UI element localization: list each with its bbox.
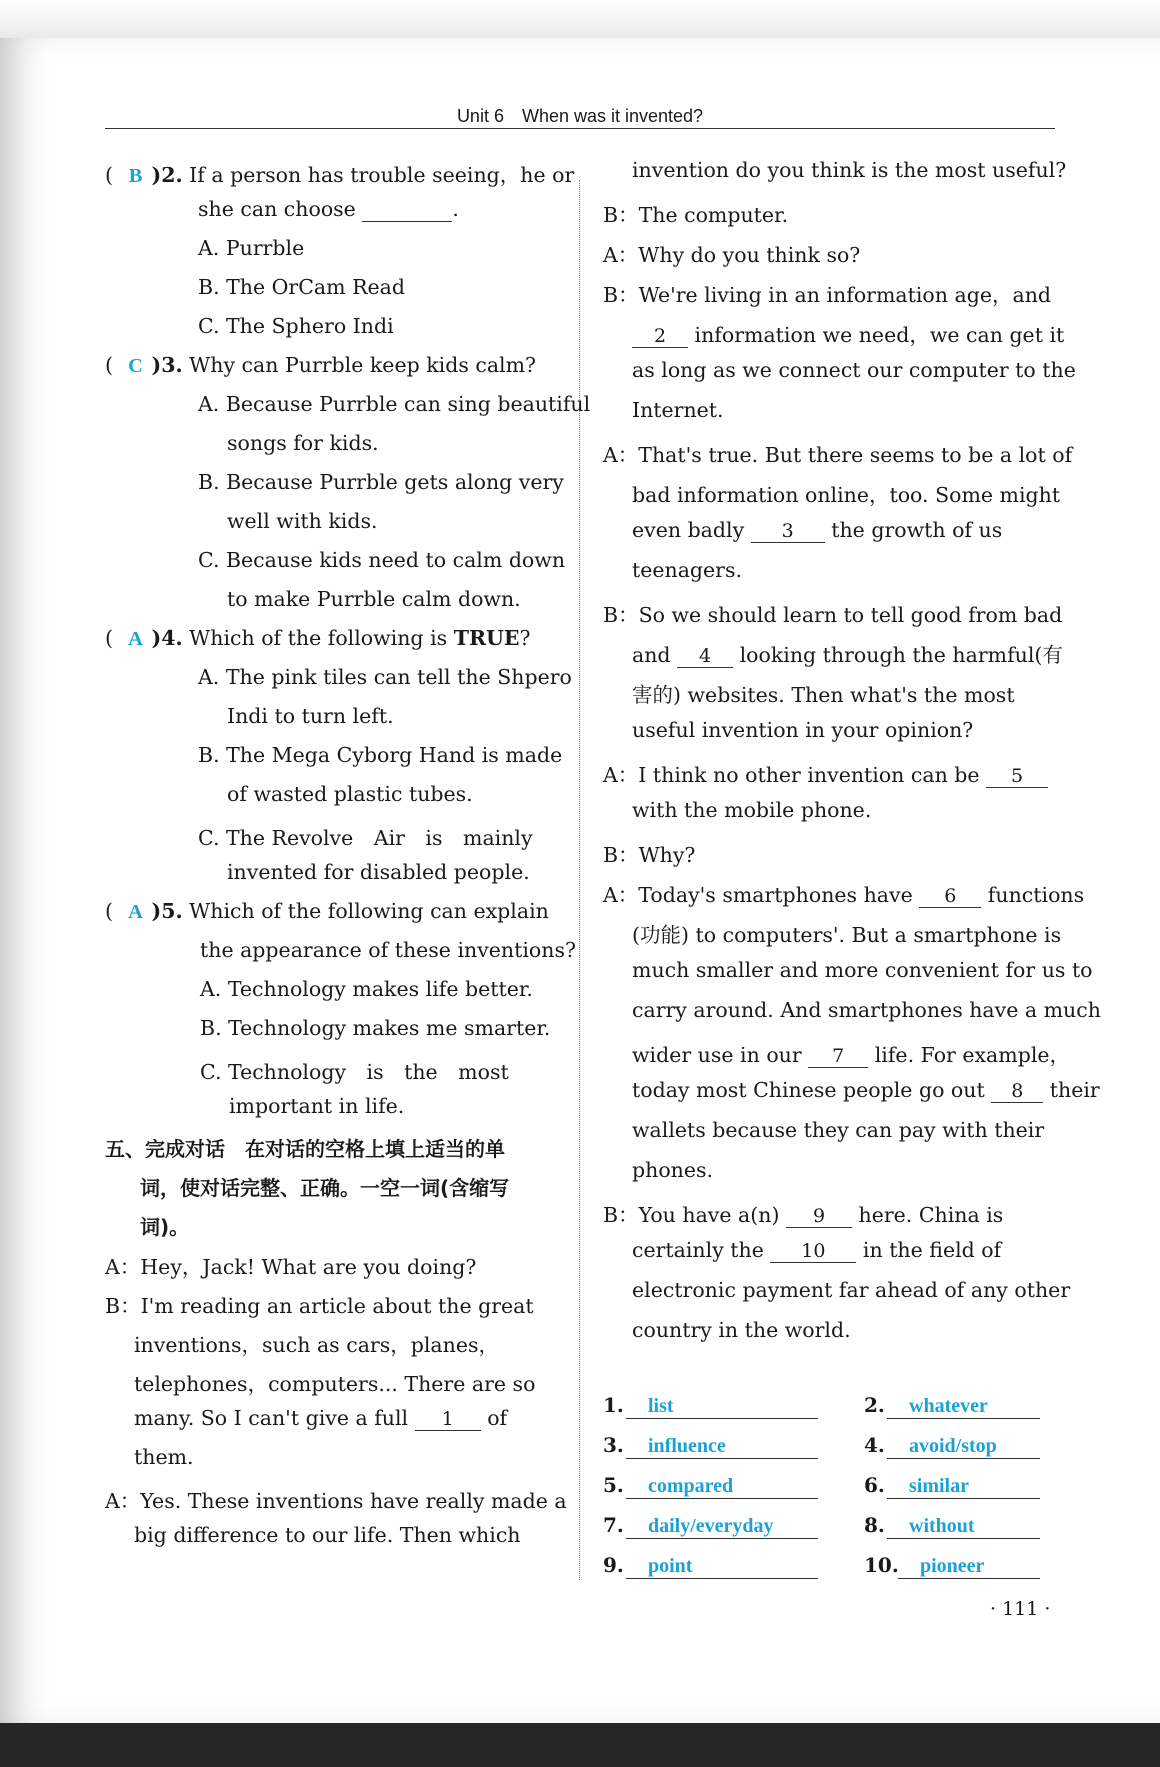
dialog-left-line5b: of — [487, 1406, 508, 1430]
q3-option-b-line2: well with kids. — [227, 509, 378, 533]
section5-title-line1: 五、完成对话 在对话的空格上填上适当的单 — [105, 1137, 505, 1161]
answer-number: 10. — [864, 1553, 899, 1577]
dialog-right-line26: phones. — [632, 1158, 714, 1182]
answer-word: pioneer — [898, 1555, 1040, 1579]
dialog-right-line6: as long as we connect our computer to the — [632, 358, 1076, 382]
dialog-right-line29: electronic payment far ahead of any other — [632, 1278, 1071, 1302]
answer-word: avoid/stop — [887, 1435, 1040, 1459]
dialog-right-line15: useful invention in your opinion? — [632, 718, 974, 742]
dialog-right-line28b: in the field of — [862, 1238, 1002, 1262]
dialog-right-line19 — [603, 878, 1084, 908]
q2-number: )2. — [151, 163, 183, 187]
q4-stem — [105, 626, 530, 651]
dialog-right-line23 — [632, 1038, 1070, 1068]
dialog-right-line10 — [632, 518, 1002, 543]
blank-10: 10 — [770, 1240, 856, 1263]
dialog-right-line23b: life. For example， — [874, 1043, 1071, 1067]
dialog-right-line12: B：So we should learn to tell good from bad — [603, 603, 1063, 627]
answer-word: whatever — [887, 1395, 1040, 1419]
q4-paren: ( — [105, 626, 113, 650]
dialog-right-line9: bad information online，too. Some might — [632, 483, 1061, 507]
dialog-left-line2: B：I'm reading an article about the great — [105, 1294, 534, 1318]
q5-text-line1: Which of the following can explain — [189, 899, 549, 923]
answer-number: 8. — [864, 1513, 885, 1537]
q3-number: )3. — [151, 353, 183, 377]
answer-row — [603, 1553, 818, 1579]
q4-number: )4. — [151, 626, 183, 650]
q3-paren: ( — [105, 353, 113, 377]
dialog-right-line10a: even badly — [632, 518, 745, 542]
blank-9: 9 — [786, 1205, 852, 1228]
dialog-right-line3: A：Why do you think so? — [603, 243, 861, 267]
dialog-left-line7: A：Yes. These inventions have really made a — [105, 1489, 567, 1513]
answer-word: without — [887, 1515, 1040, 1539]
answer-word: point — [626, 1555, 818, 1579]
answer-word: similar — [887, 1475, 1040, 1499]
answer-row — [864, 1473, 1040, 1499]
q2-answer: B — [128, 165, 143, 187]
answer-word: list — [626, 1395, 818, 1419]
answer-row — [603, 1513, 818, 1539]
section5-title-line2: 词，使对话完整、正确。一空一词(含缩写 — [140, 1176, 510, 1200]
dialog-right-line18: B：Why? — [603, 843, 696, 867]
header-title: Unit 6 When was it invented? — [456, 106, 704, 126]
dialog-right-line24 — [632, 1078, 1100, 1103]
answer-row — [864, 1513, 1040, 1539]
q3-stem — [105, 353, 536, 378]
answer-row — [864, 1393, 1040, 1419]
dialog-right-line13a: and — [632, 643, 671, 667]
q4-option-c-line2: invented for disabled people. — [227, 860, 530, 884]
q4-text: Which of the following is — [189, 626, 448, 650]
blank-3: 3 — [751, 520, 825, 543]
dialog-right-line14: 害的) websites. Then what's the most — [632, 683, 1015, 707]
answer-row — [603, 1393, 818, 1419]
dialog-left-line6: them. — [134, 1445, 194, 1469]
bottom-bar — [0, 1723, 1160, 1767]
q4-option-a-line2: Indi to turn left. — [227, 704, 394, 728]
answer-number: 1. — [603, 1393, 624, 1417]
q4-option-c-line1: C. The Revolve Air is mainly — [198, 826, 533, 850]
answer-row — [864, 1433, 1040, 1459]
answer-number: 3. — [603, 1433, 624, 1457]
dialog-right-line24a: today most Chinese people go out — [632, 1078, 985, 1102]
q3-option-c-line1: C. Because kids need to calm down — [198, 548, 566, 572]
section5-title-line3: 词)。 — [140, 1215, 190, 1239]
dialog-right-line16-text: A：I think no other invention can be — [603, 763, 980, 787]
dialog-right-line10b: the growth of us — [831, 518, 1003, 542]
dialog-right-line19b: functions — [987, 883, 1085, 907]
dialog-right-line13b: looking through the harmful(有 — [739, 643, 1063, 667]
q2-option-c: C. The Sphero Indi — [198, 314, 394, 338]
dialog-right-line25: wallets because they can pay with their — [632, 1118, 1045, 1142]
q4-text-end: ? — [519, 626, 531, 650]
q4-option-b-line1: B. The Mega Cyborg Hand is made — [198, 743, 563, 767]
q5-stem — [105, 899, 549, 924]
dialog-right-line8: A：That's true. But there seems to be a lot of — [603, 443, 1073, 467]
dialog-left-line8: big difference to our life. Then which — [134, 1523, 521, 1547]
q5-paren: ( — [105, 899, 113, 923]
q5-option-b: B. Technology makes me smarter. — [200, 1016, 551, 1040]
dialog-left-line5 — [134, 1406, 507, 1431]
blank-5: 5 — [986, 765, 1048, 788]
column-divider — [579, 180, 580, 1580]
answer-number: 2. — [864, 1393, 885, 1417]
answer-number: 4. — [864, 1433, 885, 1457]
blank-7: 7 — [808, 1045, 868, 1068]
q2-text-line1: If a person has trouble seeing，he or — [189, 163, 575, 187]
dialog-right-line1: invention do you think is the most useful? — [632, 158, 1067, 182]
answer-number: 6. — [864, 1473, 885, 1497]
q5-option-c-line1: C. Technology is the most — [200, 1060, 509, 1084]
dialog-right-line11: teenagers. — [632, 558, 743, 582]
answer-number: 9. — [603, 1553, 624, 1577]
dialog-left-line1: A：Hey，Jack! What are you doing? — [105, 1255, 477, 1279]
dialog-right-line5-text: information we need，we can get it — [694, 323, 1065, 347]
page-header — [105, 88, 1055, 129]
q2-text-2a: she can choose — [198, 197, 356, 221]
dialog-right-line27b: here. China is — [858, 1203, 1004, 1227]
blank-6: 6 — [919, 885, 981, 908]
blank-4: 4 — [677, 645, 733, 668]
dialog-right-line27a: B：You have a(n) — [603, 1203, 780, 1227]
dialog-right-line28 — [632, 1238, 1001, 1263]
dialog-left-line5a: many. So I can't give a full — [134, 1406, 409, 1430]
answer-word: influence — [626, 1435, 818, 1459]
blank-8: 8 — [991, 1080, 1043, 1103]
dialog-right-line21: much smaller and more convenient for us to — [632, 958, 1093, 982]
dialog-right-line19a: A：Today's smartphones have — [603, 883, 913, 907]
q4-answer: A — [128, 628, 143, 650]
answer-number: 5. — [603, 1473, 624, 1497]
answer-row — [864, 1553, 1040, 1579]
q2-text-line2 — [198, 197, 459, 222]
dialog-right-line2: B：The computer. — [603, 203, 789, 227]
answer-row — [603, 1433, 818, 1459]
dialog-right-line4: B：We're living in an information age，and — [603, 283, 1052, 307]
q3-option-a-line1: A. Because Purrble can sing beautiful — [198, 392, 591, 416]
q3-option-a-line2: songs for kids. — [227, 431, 379, 455]
dialog-right-line22: carry around. And smartphones have a much — [632, 998, 1101, 1022]
dialog-right-line17: with the mobile phone. — [632, 798, 872, 822]
page-top-shadow — [0, 0, 1160, 40]
answer-word: daily/everyday — [626, 1515, 818, 1539]
q5-option-a: A. Technology makes life better. — [200, 977, 533, 1001]
q5-answer: A — [128, 901, 143, 923]
q4-text-bold: TRUE — [453, 626, 520, 650]
answer-row — [603, 1473, 818, 1499]
q3-text: Why can Purrble keep kids calm? — [189, 353, 537, 377]
dialog-right-line7: Internet. — [632, 398, 724, 422]
dialog-left-line4: telephones，computers... There are so — [134, 1372, 536, 1396]
q5-number: )5. — [151, 899, 183, 923]
dialog-right-line24b: their — [1049, 1078, 1100, 1102]
q5-option-c-line2: important in life. — [229, 1094, 405, 1118]
dialog-right-line23a: wider use in our — [632, 1043, 802, 1067]
answer-word: compared — [626, 1475, 818, 1499]
q4-option-b-line2: of wasted plastic tubes. — [227, 782, 473, 806]
blank-2: 2 — [632, 325, 688, 348]
dialog-right-line30: country in the world. — [632, 1318, 851, 1342]
q2-option-a: A. Purrble — [198, 236, 305, 260]
q2-stem — [105, 158, 574, 188]
dialog-left-line3: inventions，such as cars，planes， — [134, 1333, 499, 1357]
dialog-right-line13 — [632, 638, 1063, 668]
dialog-right-line27 — [603, 1198, 1003, 1228]
q2-option-b: B. The OrCam Read — [198, 275, 406, 299]
q3-option-c-line2: to make Purrble calm down. — [227, 587, 521, 611]
q5-text-line2: the appearance of these inventions? — [200, 938, 576, 962]
q2-blank — [362, 199, 452, 222]
blank-1: 1 — [415, 1408, 481, 1431]
dialog-right-line28a: certainly the — [632, 1238, 764, 1262]
dialog-right-line16 — [603, 758, 1048, 788]
q4-option-a-line1: A. The pink tiles can tell the Shpero — [198, 665, 572, 689]
page-number: · 111 · — [990, 1598, 1051, 1620]
q3-answer: C — [128, 355, 143, 377]
dialog-right-line20: (功能) to computers'. But a smartphone is — [632, 923, 1062, 947]
answer-number: 7. — [603, 1513, 624, 1537]
q2-period: . — [452, 197, 459, 221]
dialog-right-line5 — [632, 318, 1064, 348]
q2-paren: ( — [105, 163, 113, 187]
q3-option-b-line1: B. Because Purrble gets along very — [198, 470, 564, 494]
